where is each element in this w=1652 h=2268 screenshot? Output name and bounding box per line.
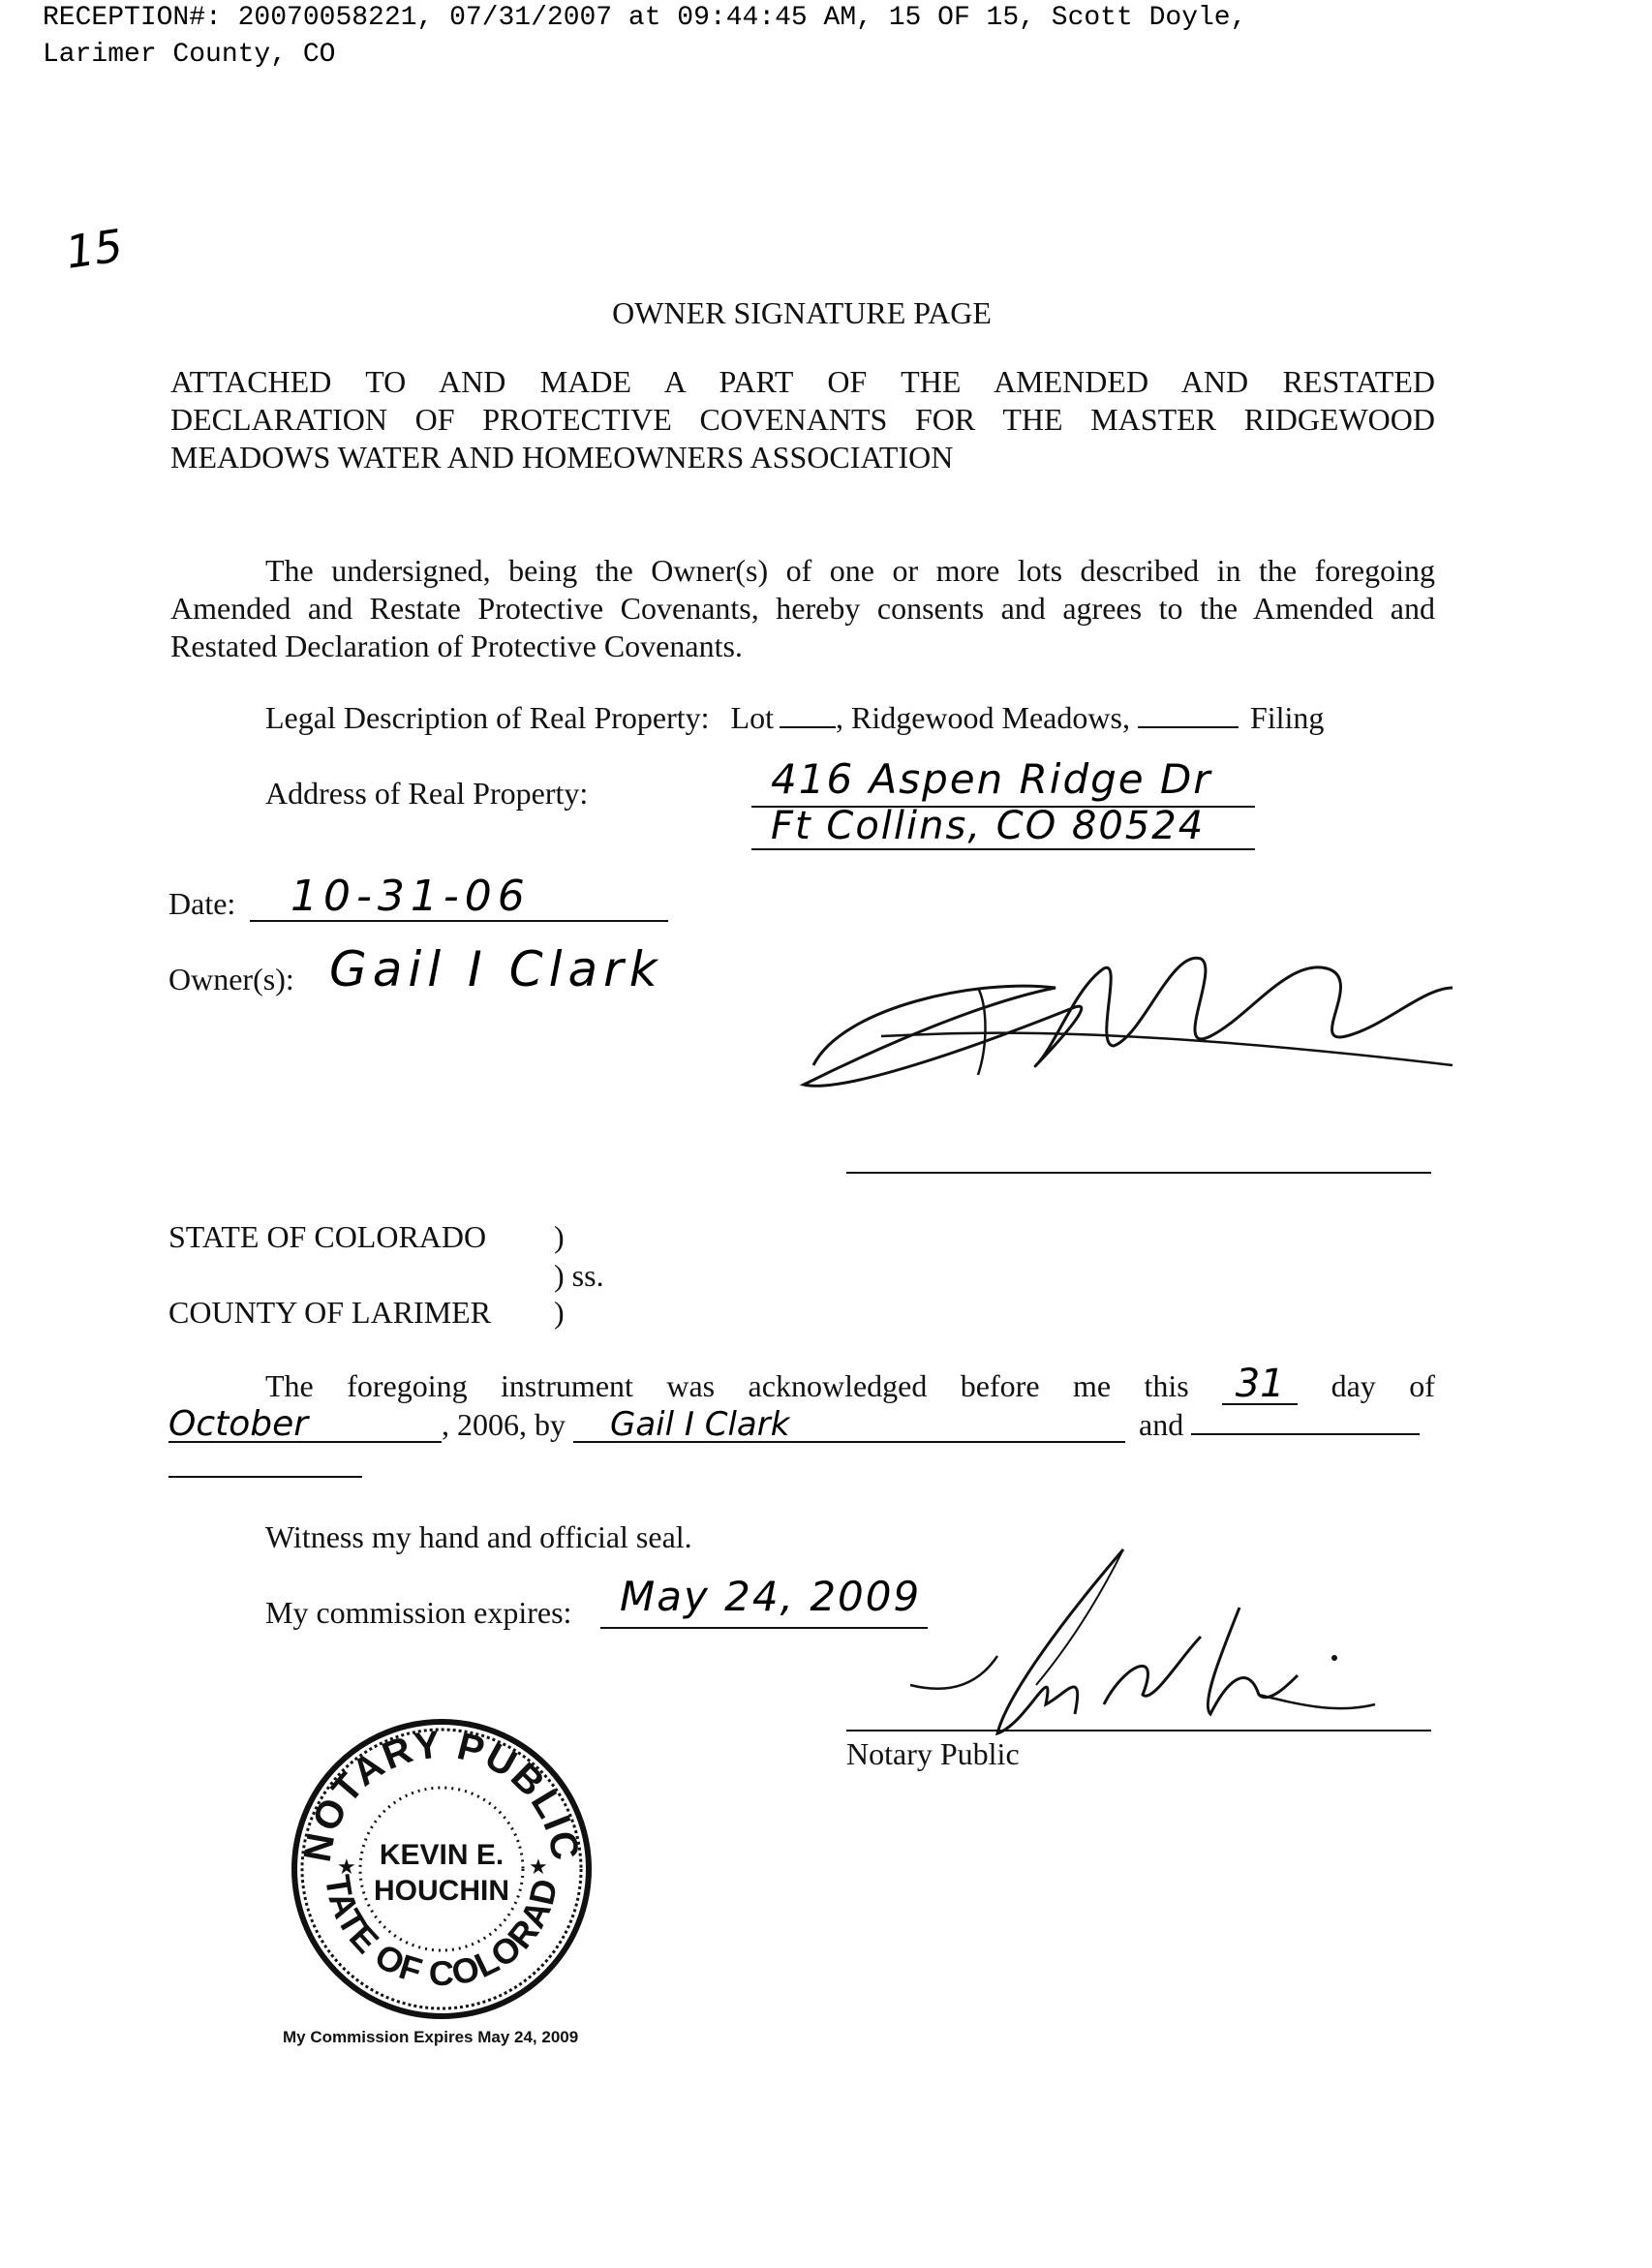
seal-star-left: ★ [337,1854,356,1879]
subtitle-line2: DECLARATION OF PROTECTIVE COVENANTS FOR THE MASTER RIDGEWOOD [170,402,1435,437]
consent-paragraph [170,552,1435,665]
ack-line3-blank [168,1476,362,1478]
page-mark: 15 [62,219,127,279]
ack-and-blank [1191,1433,1420,1435]
venue-paren3: ) [554,1295,565,1330]
consent-line1: The undersigned, being the Owner(s) of one or more lots described in the foregoing [265,553,1435,588]
venue-state: STATE OF COLORADO [168,1219,487,1254]
ack-by-value: Gail I Clark [573,1408,1125,1443]
notary-seal [287,1714,597,2024]
commission-value: May 24, 2009 [620,1573,922,1620]
notary-public-label: Notary Public [846,1736,1020,1771]
filing-label: Filing [1249,700,1325,735]
seal-top-arc: NOTARY PUBLIC [295,1723,588,1865]
ack-and-text: and [1139,1407,1184,1442]
subtitle-line3: MEADOWS WATER AND HOMEOWNERS ASSOCIATION [170,440,954,475]
owner-signature-rule [846,1172,1431,1174]
date-label: Date: [168,886,236,921]
subdivision-text: , Ridgewood Meadows, [835,700,1130,735]
lot-blank [780,726,836,728]
seal-caption: My Commission Expires May 24, 2009 [283,2028,579,2046]
recording-header-line2: Larimer County, CO [43,40,336,70]
ack-year-text: , 2006, by [442,1407,566,1442]
ack-day-value: 31 [1222,1367,1298,1405]
lot-label: Lot [730,700,774,735]
owners-label: Owner(s): [168,962,294,996]
recording-header-line1: RECEPTION#: 20070058221, 07/31/2007 at 09:44:45 AM, 15 OF 15, Scott Doyle, [43,3,1247,33]
subtitle-line1: ATTACHED TO AND MADE A PART OF THE AMENDED AND RESTATED [170,364,1435,399]
seal-name-line2: HOUCHIN [374,1875,509,1907]
ack-word: The [265,1368,314,1403]
ack-word: instrument [501,1368,633,1403]
address-line1-value: 416 Aspen Ridge Dr [771,755,1212,803]
ack-word: acknowledged [748,1368,928,1403]
ack-word: before [960,1368,1040,1403]
commission-label: My commission expires: [265,1595,572,1630]
consent-line3: Restated Declaration of Protective Covenants. [170,628,743,663]
ack-word: was [666,1368,716,1403]
legal-description-label: Legal Description of Real Property: [265,700,710,735]
owners-value: Gail I Clark [329,941,663,997]
address-line2-rule [751,848,1255,850]
address-label: Address of Real Property: [265,776,589,811]
acknowledgment-line2 [168,1406,1420,1444]
address-line2-value: Ft Collins, CO 80524 [771,804,1206,848]
legal-description-row [265,699,1324,737]
owner-signature-image [784,930,1462,1123]
commission-rule [600,1627,928,1629]
seal-star-right: ★ [529,1854,548,1879]
ack-month-value: October [168,1408,442,1443]
ack-word: this [1144,1368,1189,1403]
venue-paren1: ) [554,1219,565,1254]
filing-blank [1138,726,1239,728]
notary-seal-graphic [287,1714,597,2024]
notary-signature-rule [846,1730,1431,1732]
ack-word: day [1331,1368,1376,1403]
document-subtitle [170,363,1435,476]
ack-word: me [1072,1368,1112,1403]
venue-county: COUNTY OF LARIMER [168,1295,492,1330]
ack-word: of [1409,1368,1435,1403]
ack-word: foregoing [347,1368,468,1403]
witness-text: Witness my hand and official seal. [265,1519,692,1554]
date-rule [250,920,668,922]
seal-name-line1: KEVIN E. [379,1839,505,1871]
seal-bottom-arc: TATE OF COLORAD [317,1872,566,1994]
venue-ss: ) ss. [554,1258,604,1293]
acknowledgment-line1 [265,1362,1435,1406]
consent-line2: Amended and Restate Protective Covenants, hereby consents and agrees to the Amended and [170,591,1435,626]
recording-header [43,0,1631,74]
date-value: 10-31-06 [291,872,531,921]
page-title: OWNER SIGNATURE PAGE [612,295,992,330]
